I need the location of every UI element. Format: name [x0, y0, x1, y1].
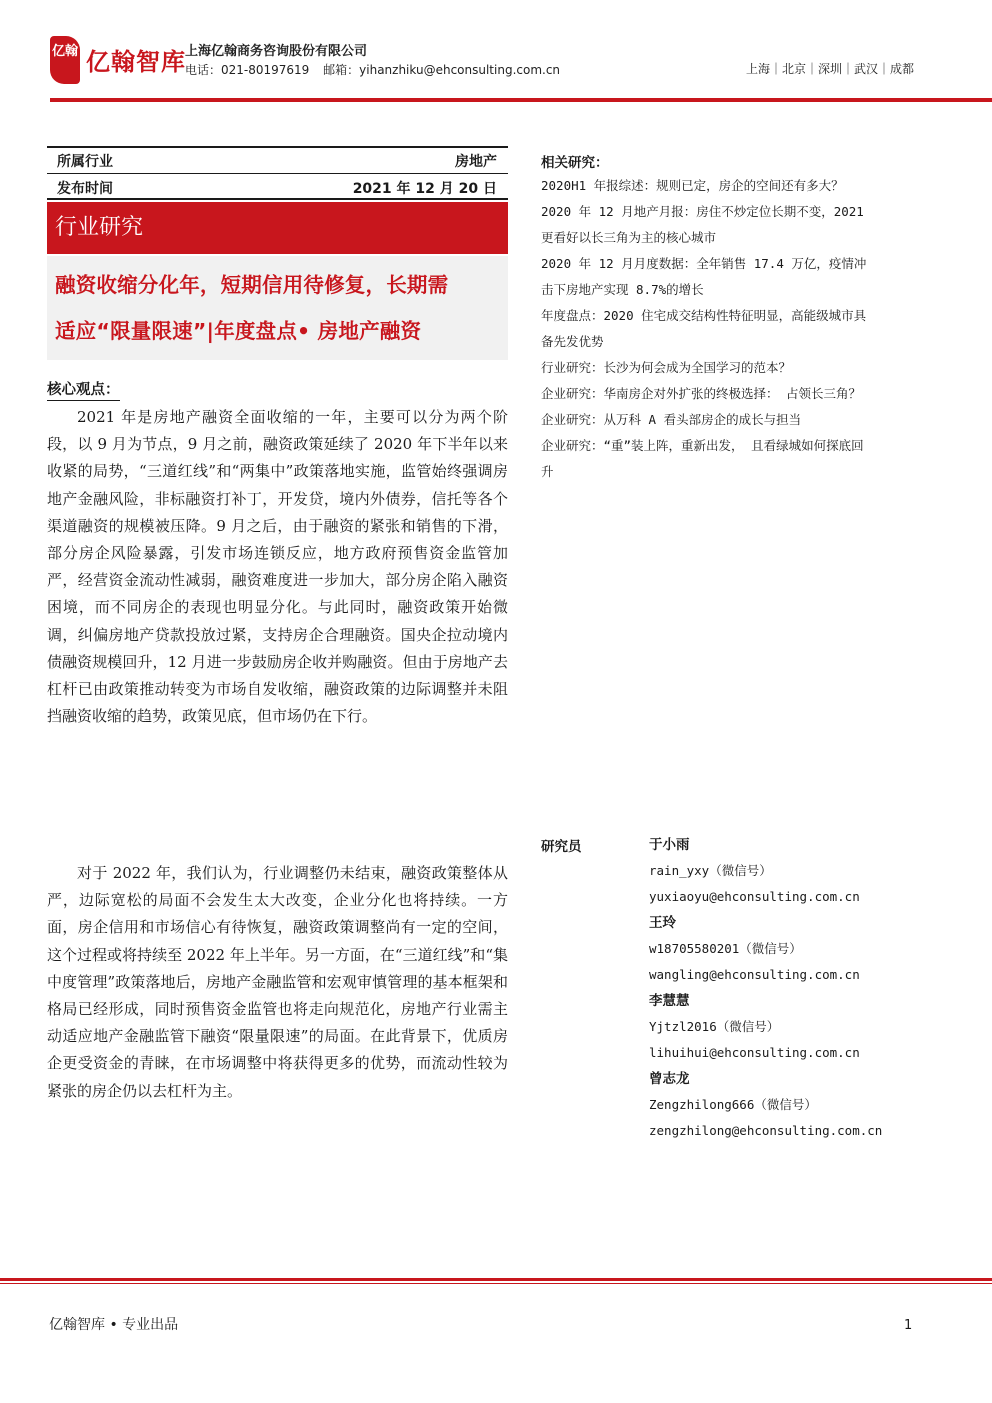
company-name: 上海亿翰商务咨询股份有限公司 — [185, 44, 368, 59]
related-research-list — [541, 173, 871, 485]
footer-divider — [0, 1278, 992, 1281]
related-item[interactable]: 2020 年 12 月地产月报：房住不炒定位长期不变，2021 更看好以长三角为主的核心城市 — [541, 204, 864, 245]
researcher-wechat: rain_yxy（微信号） — [649, 863, 772, 878]
title-line-1: 融资收缩分化年，短期信用待修复，长期需 — [55, 273, 449, 297]
researcher-email[interactable]: yuxiaoyu@ehconsulting.com.cn — [649, 889, 860, 904]
related-item[interactable]: 企业研究：“重”装上阵，重新出发， 且看绿城如何探底回升 — [541, 438, 864, 479]
related-item[interactable]: 企业研究：华南房企对外扩张的终极选择： 占领长三角？ — [541, 386, 862, 401]
researcher-email[interactable]: zengzhilong@ehconsulting.com.cn — [649, 1123, 883, 1138]
researcher-name: 李慧慧 — [649, 993, 690, 1009]
brand-logo-icon: 亿翰 — [50, 36, 80, 84]
footer-brand: 亿翰智库 • 专业出品 — [49, 1317, 179, 1333]
related-item[interactable]: 企业研究：从万科 A 看头部房企的成长与担当 — [541, 412, 802, 427]
industry-label: 所属行业 — [57, 154, 113, 170]
related-item[interactable]: 2020 年 12 月月度数据：全年销售 17.4 万亿，疫情冲击下房地产实现 8.7%的增长 — [541, 256, 867, 297]
page-number: 1 — [904, 1318, 913, 1333]
footer-divider-thin — [0, 1283, 992, 1284]
researcher-name: 曾志龙 — [649, 1071, 690, 1087]
related-item[interactable]: 年度盘点：2020 住宅成交结构性特征明显，高能级城市具备先发优势 — [541, 308, 867, 349]
header-divider — [50, 98, 992, 102]
meta-bottom-rule — [47, 198, 508, 200]
date-label: 发布时间 — [57, 181, 113, 197]
core-heading: 核心观点： — [47, 378, 120, 401]
core-paragraph-2: 对于 2022 年，我们认为，行业调整仍未结束，融资政策整体从严，边际宽松的局面不会发生太大改变，企业分化也将持续。一方面，房企信用和市场信心有待恢复，融资政策调整尚有一定的空间，这个过程或将持续至 2022 年上半年。另一方面，在“三道红线”和“集中度管理”政策落地后，房地产金融监管和宏观审慎管理的基本框架和格局已经形成，同时预售资金监管也将走向规范化，房地产行业需主动适应地产金融监管下融资“限量限速”的局面。在此背景下，优质房企更受资金的青睐，在市场调整中将获得更多的优势，而流动性较为紧张的房企仍以去杠杆为主。 — [47, 864, 508, 1100]
researcher-wechat: Yjtzl2016（微信号） — [649, 1019, 780, 1034]
report-type-banner: 行业研究 — [47, 202, 508, 254]
researcher-name: 王玲 — [649, 915, 676, 931]
researcher-list — [649, 832, 949, 1144]
researcher-wechat: w18705580201（微信号） — [649, 941, 802, 956]
researcher-name: 于小雨 — [649, 837, 690, 853]
researcher-email[interactable]: wangling@ehconsulting.com.cn — [649, 967, 860, 982]
report-title — [47, 256, 508, 360]
contact-info — [185, 61, 570, 78]
researcher-wechat: Zengzhilong666（微信号） — [649, 1097, 817, 1112]
brand-name: 亿翰智库 — [86, 48, 186, 76]
date-value: 2021 年 12 月 20 日 — [352, 181, 497, 197]
related-item[interactable]: 行业研究：长沙为何会成为全国学习的范本？ — [541, 360, 792, 375]
phone-number: 电话：021-80197619 — [185, 63, 310, 77]
title-line-2: 适应“限量限速”|年度盘点• 房地产融资 — [55, 319, 422, 343]
related-item[interactable]: 2020H1 年报综述：规则已定，房企的空间还有多大？ — [541, 178, 844, 193]
researcher-label: 研究员 — [541, 839, 582, 855]
industry-value: 房地产 — [455, 154, 497, 170]
core-paragraph-1: 2021 年是房地产融资全面收缩的一年，主要可以分为两个阶段，以 9 月为节点，9 月之前，融资政策延续了 2020 年下半年以来收紧的局势，“三道红线”和“两集中”政策落地实施，监管始终强调房地产金融风险，非标融资打补丁，开发贷，境内外债券，信托等各个渠道融资的规模被压降。9 月之后，由于融资的紧张和销售的下滑，部分房企风险暴露，引发市场连锁反应，地方政府预售资金监管加严，经营资金流动性减弱，融资难度进一步加大，部分房企陷入融资困境，而不同房企的表现也明显分化。与此同时，融资政策开始微调，纠偏房地产贷款投放过紧，支持房企合理融资。国央企拉动境内债融资规模回升，12 月进一步鼓励房企收并购融资。但由于房地产去杠杆已由政策推动转变为市场自发收缩，融资政策的边际调整并未阻挡融资收缩的趋势，政策见底，但市场仍在下行。 — [47, 408, 508, 726]
meta-top-rule — [47, 146, 508, 148]
contact-email: 邮箱：yihanzhiku@ehconsulting.com.cn — [323, 63, 561, 77]
office-cities: 上海｜北京｜深圳｜武汉｜成都 — [745, 62, 914, 76]
related-heading: 相关研究： — [541, 155, 609, 171]
researcher-email[interactable]: lihuihui@ehconsulting.com.cn — [649, 1045, 860, 1060]
meta-mid-rule — [47, 173, 508, 174]
